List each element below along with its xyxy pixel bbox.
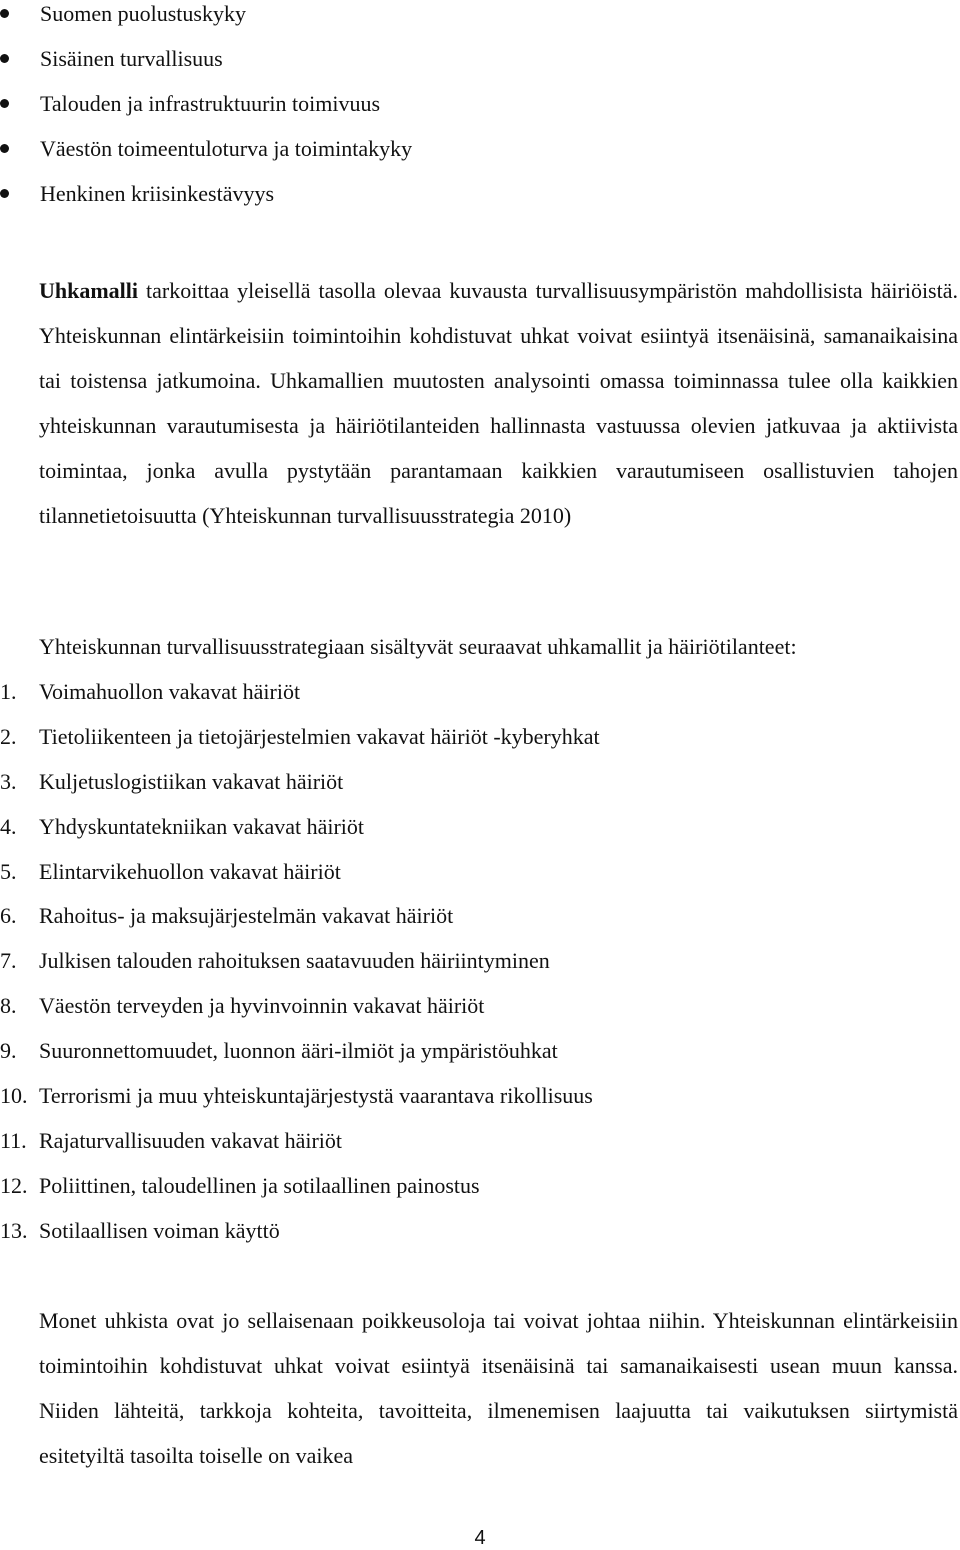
list-text: Poliittinen, taloudellinen ja sotilaallinen painostus	[39, 1172, 480, 1198]
list-item	[0, 1172, 960, 1217]
numbered-list	[0, 678, 960, 1262]
list-number: 12.	[0, 1172, 28, 1198]
list-item	[0, 0, 960, 45]
bullet-icon	[0, 54, 9, 63]
bullet-text: Väestön toimeentuloturva ja toimintakyky	[40, 136, 413, 161]
list-number: 7.	[0, 948, 17, 974]
list-item	[0, 1082, 960, 1127]
bullet-icon	[0, 99, 9, 108]
list-text: Julkisen talouden rahoituksen saatavuuden häiriintyminen	[39, 948, 550, 974]
bullet-icon	[0, 144, 9, 153]
list-text: Yhdyskuntatekniikan vakavat häiriöt	[39, 813, 365, 839]
list-item	[0, 678, 960, 723]
list-item	[0, 992, 960, 1037]
list-item	[0, 90, 960, 135]
list-item	[0, 902, 960, 947]
list-number: 13.	[0, 1217, 28, 1243]
list-text: Suuronnettomuudet, luonnon ääri-ilmiöt ja ympäristöuhkat	[39, 1038, 558, 1064]
paragraph-text: tarkoittaa yleisellä tasolla olevaa kuvausta turvallisuusympäristön mahdollisista häiriöistä. Yhteiskunnan elintärkeisiin toimintoihin kohdistuvat uhkat voivat esiintyä itsenäisinä, samanaikaisina tai toistensa jatkumoina. Uhkamallien muutosten analysointi omassa toiminnassa tulee olla kaikkien yhteiskunnan varautumisesta ja häiriötilanteiden hallinnasta vastuussa olevien jatkuvaa ja aktiivista toimintaa, jonka avulla pystytään parantamaan kaikkien varautumiseen osallistuvien tahojen tilannetietoisuutta (Yhteiskunnan turvallisuusstrategia 2010)	[39, 278, 958, 528]
threat-model-paragraph	[39, 268, 958, 538]
bullet-icon	[0, 9, 9, 18]
list-text: Tietoliikenteen ja tietojärjestelmien vakavat häiriöt -kyberyhkat	[39, 723, 600, 749]
list-item	[0, 180, 960, 225]
list-text: Väestön terveyden ja hyvinvoinnin vakavat häiriöt	[39, 993, 485, 1019]
bullet-icon	[0, 189, 9, 198]
list-number: 10.	[0, 1083, 28, 1109]
list-number: 11.	[0, 1127, 27, 1153]
bullet-text: Talouden ja infrastruktuurin toimivuus	[40, 91, 381, 116]
bullet-text: Sisäinen turvallisuus	[40, 46, 223, 71]
list-number: 1.	[0, 679, 17, 704]
list-number: 5.	[0, 858, 17, 884]
bullet-text: Suomen puolustuskyky	[40, 1, 246, 26]
list-number: 3.	[0, 768, 17, 794]
list-text: Rajaturvallisuuden vakavat häiriöt	[39, 1127, 343, 1153]
list-number: 8.	[0, 993, 17, 1019]
list-item	[0, 1037, 960, 1082]
list-text: Elintarvikehuollon vakavat häiriöt	[39, 858, 341, 884]
list-item	[0, 723, 960, 768]
list-text: Rahoitus- ja maksujärjestelmän vakavat häiriöt	[39, 903, 454, 929]
list-item	[0, 947, 960, 992]
list-number: 4.	[0, 813, 17, 839]
list-number: 9.	[0, 1038, 17, 1064]
bullet-list	[0, 0, 960, 225]
list-text: Sotilaallisen voiman käyttö	[39, 1217, 280, 1243]
list-text: Kuljetuslogistiikan vakavat häiriöt	[39, 768, 344, 794]
list-item	[0, 1217, 960, 1262]
list-item	[0, 135, 960, 180]
bullet-text: Henkinen kriisinkestävyys	[40, 181, 275, 206]
list-item	[0, 768, 960, 813]
list-item	[0, 858, 960, 903]
list-number: 6.	[0, 903, 17, 929]
page-number: 4	[474, 1527, 486, 1549]
list-item	[0, 813, 960, 858]
list-text: Voimahuollon vakavat häiriöt	[39, 679, 301, 704]
list-intro: Yhteiskunnan turvallisuusstrategiaan sisältyvät seuraavat uhkamallit ja häiriötilanteet:	[39, 634, 797, 659]
list-item	[0, 1127, 960, 1172]
list-item	[0, 45, 960, 90]
list-number: 2.	[0, 723, 17, 749]
bold-term: Uhkamalli	[39, 278, 139, 303]
closing-paragraph: Monet uhkista ovat jo sellaisenaan poikkeusoloja tai voivat johtaa niihin. Yhteiskunnan elintärkeisiin toimintoihin kohdistuvat uhkat voivat esiintyä itsenäisinä tai samanaikaisesti usean muun kanssa. Niiden lähteitä, tarkkoja kohteita, tavoitteita, ilmenemisen laajuutta tai vaikutuksen siirtymistä esitetyiltä tasoilta toiselle on vaikea	[39, 1308, 958, 1468]
list-text: Terrorismi ja muu yhteiskuntajärjestystä vaarantava rikollisuus	[39, 1083, 593, 1109]
